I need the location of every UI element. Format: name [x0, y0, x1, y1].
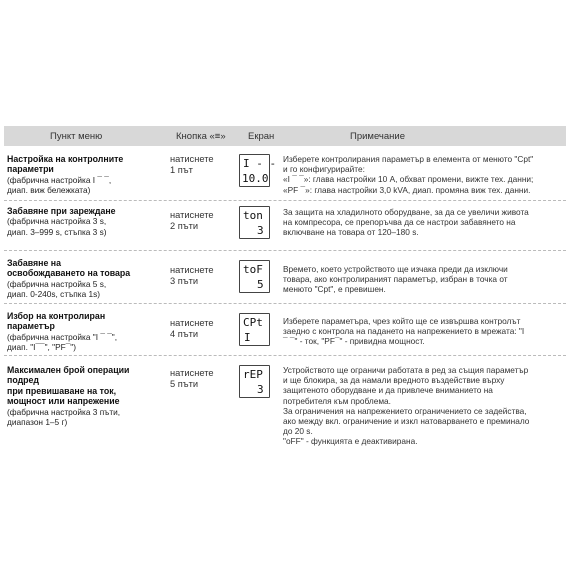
lcd-display [239, 206, 270, 239]
note-line: и го конфигурирайте: [283, 164, 365, 175]
button-cell [170, 265, 232, 287]
header-screen: Екран [248, 131, 275, 142]
menu-item-title: подред [7, 375, 40, 386]
row-divider [4, 355, 566, 357]
button-action: натиснете [170, 265, 214, 275]
lcd-top-text: rEP [243, 368, 263, 381]
note-line: За защита на хладилното оборудване, за да се увеличи живота [283, 207, 529, 217]
note-line: защитеното оборудване и да привлече вниманието на [283, 385, 493, 396]
menu-item-title: параметър [7, 321, 55, 332]
header-menu-item: Пункт меню [50, 131, 103, 142]
lcd-bottom-text: 3 [257, 383, 264, 396]
menu-item-cell [7, 365, 165, 427]
header-note: Примечание [350, 131, 405, 142]
note-line: За ограничения на напрежението ограничението се задейства, [283, 405, 527, 416]
button-action: натиснете [170, 154, 214, 164]
lcd-bottom-text: 10.0 [242, 172, 269, 185]
note-line: товара, ако контролираният параметър, избран в точка от [283, 274, 508, 285]
header-button: Кнопка «≡» [176, 131, 226, 142]
button-count: 2 пъти [170, 221, 199, 231]
row-divider [4, 200, 566, 202]
note-cell [283, 316, 563, 347]
row-divider [4, 303, 566, 305]
note-line: потребителя към проблема. [283, 395, 391, 406]
lcd-top-text: I - - [243, 157, 277, 170]
menu-item-range: диап. виж бележката) [7, 185, 91, 196]
note-line: заедно с контрола на падането на напрежението в мрежата: "I [283, 326, 525, 337]
menu-item-title: Забавяне при зареждане [7, 206, 116, 216]
menu-item-range: диап. "I¯¯", "PF¯") [7, 342, 77, 353]
lcd-top-text: CPt [243, 316, 263, 329]
button-count: 4 пъти [170, 329, 199, 339]
note-line: включване на товара от 120–180 s. [283, 227, 419, 238]
menu-item-range: диапазон 1–5 г) [7, 417, 68, 428]
note-line: и ще блокира, за да намали вредното въздействие върху [283, 375, 505, 386]
lcd-top-text: ton [243, 209, 263, 222]
menu-item-title: Забавяне на [7, 258, 62, 268]
lcd-display [239, 365, 270, 398]
lcd-bottom-text: 5 [257, 278, 264, 291]
button-cell [170, 368, 232, 390]
button-cell [170, 318, 232, 340]
button-count: 3 пъти [170, 276, 199, 286]
note-line: «I ¯ ¯»: глава настройки 10 A, обхват промени, вижте тех. данни; [283, 174, 534, 185]
button-action: натиснете [170, 318, 214, 328]
menu-item-title: параметри [7, 164, 54, 175]
note-line: Изберете параметъра, чрез който ще се извършва контролът [283, 316, 521, 326]
note-line: на компресора, се препоръчва да се настрои забавянето на [283, 217, 516, 228]
menu-item-range: диап. 3–999 s, стъпка 3 s) [7, 226, 107, 237]
note-line: Изберете контролирания параметър в елемента от менюто "Cpt" [283, 154, 534, 164]
note-line: Устройството ще ограничи работата в ред за същия параметър [283, 365, 529, 375]
menu-item-title: мощност или напрежение [7, 396, 120, 407]
row-divider [4, 250, 566, 252]
menu-item-title: Максимален брой операции [7, 365, 130, 375]
lcd-display [239, 154, 277, 187]
button-count: 5 пъти [170, 379, 199, 389]
button-cell [170, 154, 232, 176]
menu-item-default: (фабрична настройка 3 s, [7, 216, 107, 227]
note-cell [283, 365, 563, 447]
menu-item-title: при превишаване на ток, [7, 385, 117, 396]
lcd-bottom-text: I [244, 331, 251, 344]
menu-item-cell [7, 154, 165, 196]
lcd-display [239, 313, 270, 346]
menu-item-title: Избор на контролиран [7, 311, 106, 321]
note-cell [283, 264, 563, 295]
note-cell [283, 207, 563, 238]
menu-item-default: (фабрична настройка 5 s, [7, 278, 107, 289]
note-line: "oFF" - функцията е деактивирана. [283, 436, 418, 447]
note-line: «PF ¯»: глава настройки 3,0 kVA, диап. промяна виж тех. данни. [283, 184, 531, 195]
menu-item-cell [7, 206, 165, 237]
note-line: ¯ ¯" - ток, "PF¯" - привидна мощност. [283, 336, 425, 347]
menu-item-cell [7, 258, 165, 300]
note-line: до 20 s. [283, 426, 313, 437]
note-line: менюто "Cpt", е превишен. [283, 284, 386, 295]
lcd-bottom-text: 3 [257, 224, 264, 237]
table-header [4, 126, 566, 146]
menu-item-title: освобождаването на товара [7, 268, 131, 279]
menu-item-default: (фабрична настройка "I ¯ ¯", [7, 331, 118, 342]
lcd-display [239, 260, 270, 293]
button-action: натиснете [170, 368, 214, 378]
menu-item-cell [7, 311, 165, 353]
note-line: ако между вкл. ограничение и изкл натоварването е преминало [283, 416, 530, 427]
button-cell [170, 210, 232, 232]
menu-item-title: Настройка на контролните [7, 154, 124, 164]
menu-item-range: диап. 0-240s, стъпка 1s) [7, 289, 101, 300]
note-cell [283, 154, 563, 195]
menu-item-default: (фабрична настройка 3 пъти, [7, 406, 121, 417]
lcd-top-text: toF [243, 263, 263, 276]
menu-item-default: (фабрична настройка I ¯ ¯, [7, 174, 112, 185]
button-count: 1 път [170, 165, 193, 175]
button-action: натиснете [170, 210, 214, 220]
note-line: Времето, което устройството ще изчака преди да изключи [283, 264, 508, 274]
